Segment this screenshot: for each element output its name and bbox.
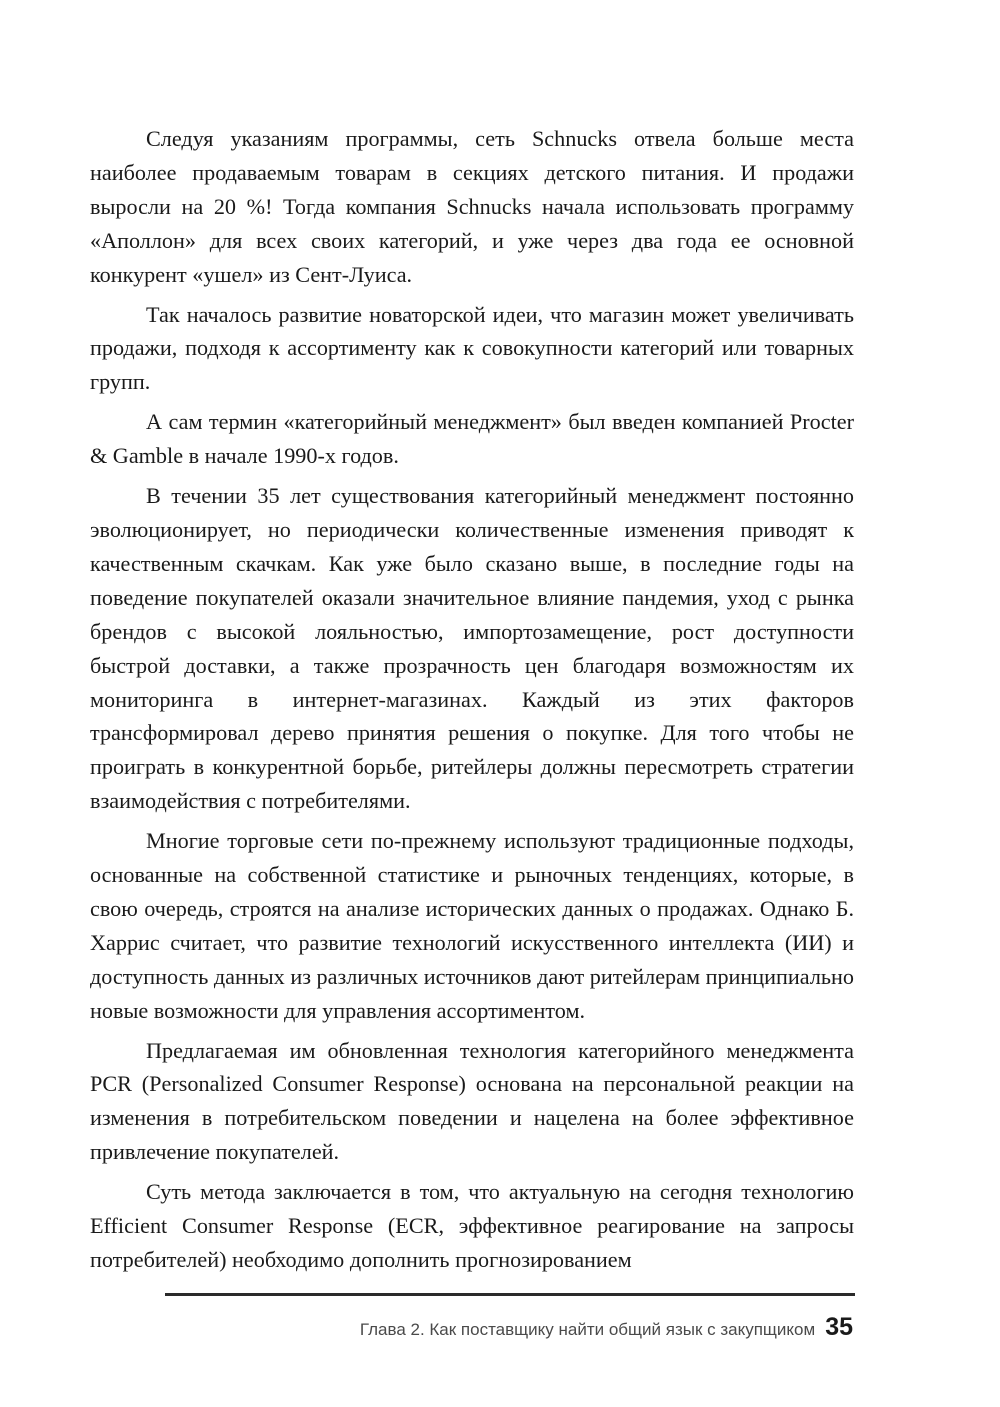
page-footer (360, 1313, 853, 1342)
footer-divider (165, 1293, 855, 1296)
running-chapter-title: Глава 2. Как поставщику найти общий язык с закупщиком (359, 1320, 816, 1339)
paragraph-term-origin: А сам термин «категорийный менеджмент» был введен компанией Procter & Gamble в начале 1990-х годов. (90, 409, 854, 469)
book-page-text (90, 122, 854, 1283)
paragraph-evolution: В течении 35 лет существования категорийный менеджмент постоянно эволюционирует, но периодически количественные изменения приводят к качественным скачкам. Как уже было сказано выше, в последние годы на поведение покупателей оказали значительное влияние пандемия, уход с рынка брендов с высокой лояльностью, импортозамещение, рост доступности быстрой доставки, а также прозрачность цен благодаря возможностям их мониторинга в интернет-магазинах. Каждый из этих факторов трансформировал дерево принятия решения о покупке. Для того чтобы не проиграть в конкурентной борьбе, ритейлеры должны пересмотреть стратегии взаимодействия с потребителями. (90, 483, 854, 814)
paragraph-traditional-approaches: Многие торговые сети по-прежнему используют традиционные подходы, основанные на собственной статистике и рыночных тенденциях, которые, в свою очередь, строятся на анализе исторических данных о продажах. Однако Б. Харрис считает, что развитие технологий искусственного интеллекта (ИИ) и доступность данных из различных источников дают ритейлерам принципиально новые возможности для управления ассортиментом. (90, 828, 854, 1023)
paragraph-pcr-technology: Предлагаемая им обновленная технология категорийного менеджмента PCR (Personalized Consumer Response) основана на персональной реакции на изменения в потребительском поведении и нацелена на более эффективное привлечение покупателей. (90, 1037, 854, 1165)
paragraph-innovative-idea: Так началось развитие новаторской идеи, что магазин может увеличивать продажи, подходя к ассортименту как к совокупности категорий или товарных групп. (90, 301, 854, 395)
page-number: 35 (825, 1313, 853, 1341)
paragraph-method-essence: Суть метода заключается в том, что актуальную на сегодня технологию Efficient Consumer Response (ECR, эффективное реагирование на запросы потребителей) необходимо дополнить прогнозированием (90, 1179, 854, 1272)
paragraph-schnucks-results: Следуя указаниям программы, сеть Schnucks отвела больше места наиболее продаваемым товарам в секциях детского питания. И продажи выросли на 20 %! Тогда компания Schnucks начала использовать программу «Аполлон» для всех своих категорий, и уже через два года ее основной конкурент «ушел» из Сент-Луиса. (90, 126, 854, 287)
